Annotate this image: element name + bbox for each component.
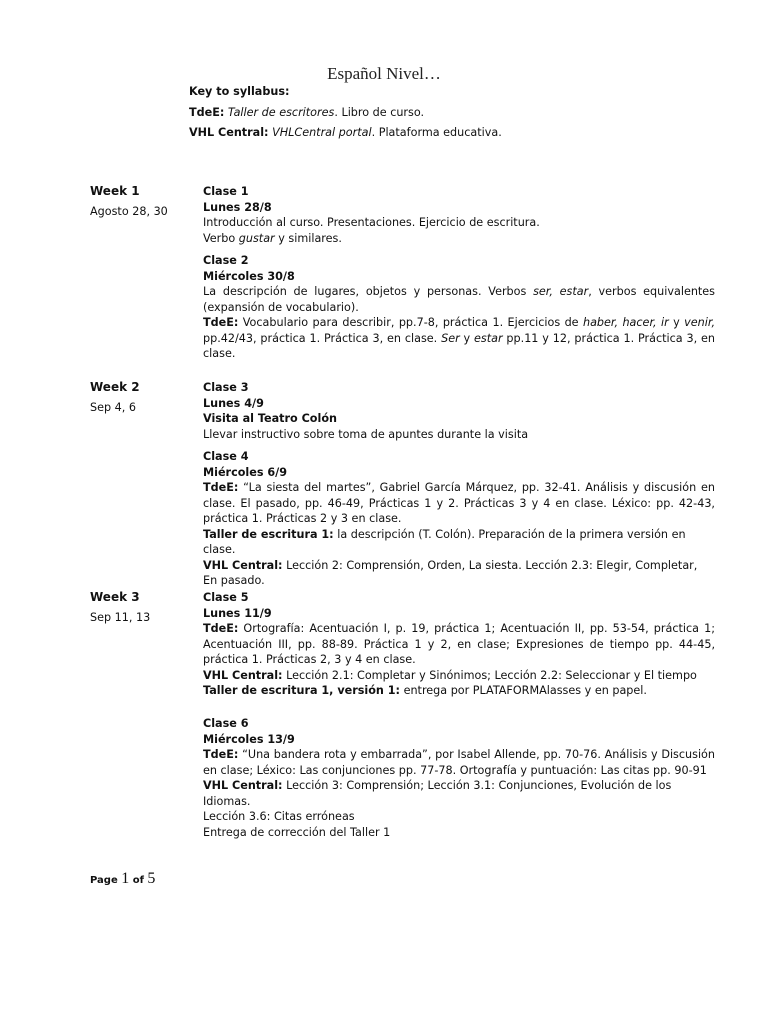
clase-2 xyxy=(203,253,715,362)
week-label: Week 2 xyxy=(90,380,140,394)
clase-title: Clase 3 xyxy=(203,381,249,394)
week-label: Week 3 xyxy=(90,590,140,604)
clase-text: Llevar instructivo sobre toma de apuntes durante la visita xyxy=(203,427,529,441)
clase-date: Lunes 4/9 xyxy=(203,396,264,410)
clase-taller: Taller de escritura 1: la descripción (T. Colón). Preparación de la primera versión en clase. xyxy=(203,527,686,556)
clase-date: Miércoles 6/9 xyxy=(203,465,288,479)
clase-text: Introducción al curso. Presentaciones. Ejercicio de escritura. xyxy=(203,216,540,229)
clase-1 xyxy=(203,184,715,246)
clase-tde: TdeE: “La siesta del martes”, Gabriel García Márquez, pp. 32-41. Análisis y discusión en clase. El pasado, pp. 46-49, Prácticas 1 y 2. Prácticas 3 y 4 en clase. Léxico: pp. 42-43, práctica 1. Prácticas 2 y 3 en clase. xyxy=(203,481,715,525)
clase-text: Verbo gustar y similares. xyxy=(203,231,342,245)
clase-title: Clase 4 xyxy=(203,450,249,463)
key-tde: TdeE: Taller de escritores. Libro de curso. xyxy=(189,105,425,119)
clase-text: Entrega de corrección del Taller 1 xyxy=(203,825,391,839)
week-label: Week 1 xyxy=(90,184,140,198)
clase-date: Miércoles 13/9 xyxy=(203,732,295,746)
clase-tde: TdeE: Vocabulario para describir, pp.7-8, práctica 1. Ejercicios de haber, hacer, ir y venir, pp.42/43, práctica 1. Práctica 3, en clase. Ser y estar pp.11 y 12, práctica 1. Práctica 3, en clase. xyxy=(203,316,716,360)
clase-3 xyxy=(203,380,715,442)
key-heading: Key to syllabus: xyxy=(189,85,290,98)
clase-title: Clase 5 xyxy=(203,591,249,604)
clase-tde: TdeE: “Una bandera rota y embarrada”, por Isabel Allende, pp. 70-76. Análisis y Discusión en clase; Léxico: Las conjunciones pp. 77-78. Ortografía y puntuación: Las citas pp. 90-91 xyxy=(203,748,715,777)
week-dates: Sep 11, 13 xyxy=(90,611,151,624)
clase-title: Clase 2 xyxy=(203,254,249,267)
clase-4 xyxy=(203,449,715,589)
clase-visit: Visita al Teatro Colón xyxy=(203,412,337,425)
clase-text: La descripción de lugares, objetos y personas. Verbos ser, estar, verbos equivalentes (expansión de vocabulario). xyxy=(203,285,716,314)
syllabus-key xyxy=(189,84,729,146)
clase-tde: TdeE: Ortografía: Acentuación I, p. 19, práctica 1; Acentuación II, pp. 53-54, práctica 1; Acentuación III, pp. 88-89. Práctica 1 y 2, en clase; Expresiones de tiempo pp. 44-45, práctica 1. Prácticas 2, 3 y 4 en clase. xyxy=(203,622,715,666)
page-footer xyxy=(90,868,155,888)
page-word: Page xyxy=(90,875,122,886)
clase-6 xyxy=(203,716,715,840)
clase-vhl: VHL Central: Lección 2.1: Completar y Sinónimos; Lección 2.2: Seleccionar y El tiempo xyxy=(203,668,697,682)
clase-vhl: VHL Central: Lección 3: Comprensión; Lección 3.1: Conjunciones, Evolución de los Idiomas. xyxy=(203,779,672,808)
clase-text: Lección 3.6: Citas erróneas xyxy=(203,810,355,823)
clase-date: Miércoles 30/8 xyxy=(203,269,295,283)
week-2 xyxy=(90,379,200,416)
clase-date: Lunes 28/8 xyxy=(203,200,272,214)
clase-date: Lunes 11/9 xyxy=(203,606,272,620)
week-dates: Sep 4, 6 xyxy=(90,401,136,414)
clase-taller: Taller de escritura 1, versión 1: entrega por PLATAFORMAlasses y en papel. xyxy=(203,684,647,697)
clase-vhl: VHL Central: Lección 2: Comprensión, Orden, La siesta. Lección 2.3: Elegir, Completar, En pasado. xyxy=(203,558,698,587)
week-dates: Agosto 28, 30 xyxy=(90,205,168,218)
of-word: of xyxy=(129,875,148,886)
key-vhl: VHL Central: VHLCentral portal. Plataforma educativa. xyxy=(189,126,502,139)
page-total: 5 xyxy=(147,870,156,887)
clase-5 xyxy=(203,590,715,699)
clase-title: Clase 6 xyxy=(203,717,249,730)
week-1 xyxy=(90,183,200,220)
page-current: 1 xyxy=(121,870,130,887)
week-3 xyxy=(90,589,200,626)
document-title: Español Nivel… xyxy=(327,64,441,83)
clase-title: Clase 1 xyxy=(203,185,249,198)
